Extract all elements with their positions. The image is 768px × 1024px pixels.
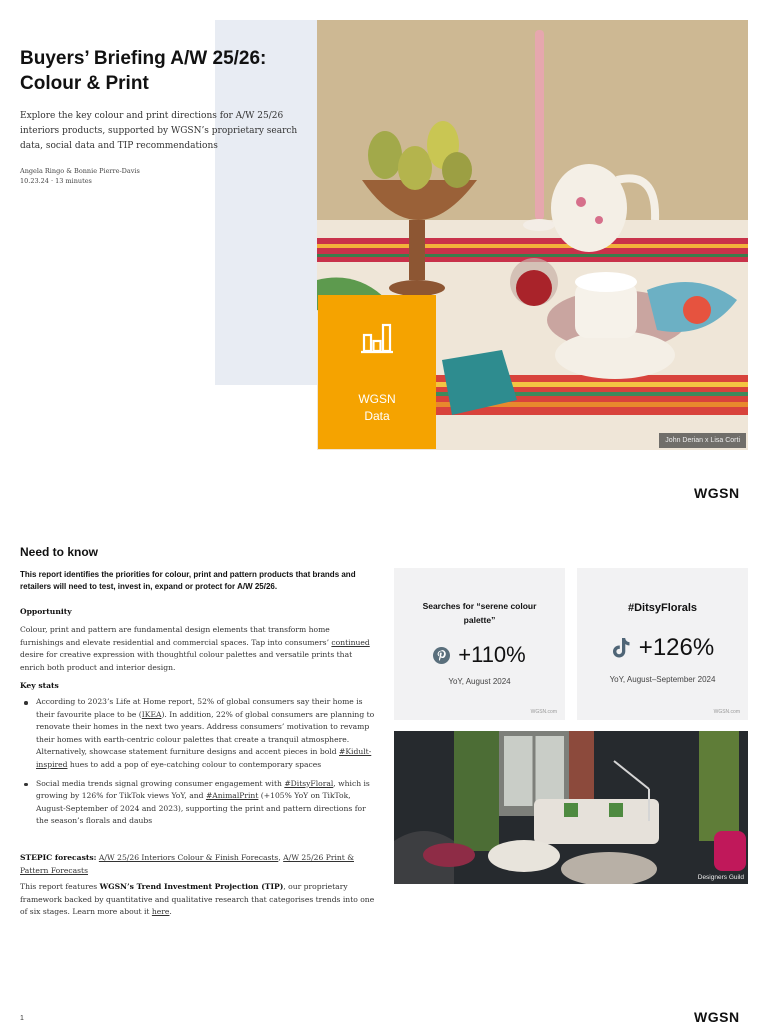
stat-value: +110% — [458, 642, 526, 667]
stat-period: YoY, August–September 2024 — [609, 675, 716, 684]
wgsn-logo: WGSN — [694, 485, 740, 501]
stat-title: Searches for “serene colour palette” — [422, 601, 537, 625]
colour-finish-forecast-link[interactable]: A/W 25/26 Interiors Colour & Finish Forecasts — [98, 853, 279, 862]
authors: Angela Ringo & Bonnie Pierre-Davis — [20, 167, 140, 175]
text-span: Colour, print and pattern are fundamental design elements that transform home furnishings and elevate residential and commercial spaces. Tap into consumers’ — [20, 625, 332, 647]
stat-card-pinterest — [394, 568, 565, 720]
text-span: , which is growing by 126% for TikTok views YoY, and — [36, 778, 370, 801]
text-span: ). In addition, 22% of global consumers are planning to renovate their homes in the next two years. Address consumers’ motivation to revamp their homes with earth-centric colour palettes that create a tranquil atmosphere. Alternatively, showcase statement furniture designs and accent pieces in bold — [36, 709, 375, 757]
section-heading: Need to know — [20, 545, 99, 559]
date-read-time: 10.23.24 · 13 minutes — [20, 177, 92, 185]
stat-source: WGSN.com — [713, 709, 740, 715]
lead-paragraph: This report identifies the priorities for colour, print and pattern products that brands and retailers will need to test, invest in, expand or protect for A/W 25/26. — [20, 570, 356, 591]
list-item — [20, 696, 375, 772]
stat-value: +126% — [638, 634, 715, 661]
title-line-2: Colour & Print — [20, 73, 149, 94]
opportunity-heading: Opportunity — [20, 607, 72, 616]
tile-label — [318, 391, 436, 425]
tile-label-line-2: Data — [364, 409, 390, 423]
text-span: desire for creative expression with thoughtful colour palettes and versatile prints that enrich both product and interior design. — [20, 650, 353, 672]
stat-period: YoY, August 2024 — [448, 677, 511, 686]
ditsyfloral-link[interactable]: #DitsyFloral — [284, 778, 334, 788]
tile-label-line-1: WGSN — [358, 392, 396, 406]
stat-source: WGSN.com — [530, 709, 557, 715]
stat-card-tiktok — [577, 568, 748, 720]
photo-credit: John Derian x Lisa Corti — [659, 433, 746, 448]
animalprint-link[interactable]: #AnimalPrint — [205, 791, 259, 801]
interior-photo — [394, 731, 748, 884]
text-span: This report features — [20, 882, 100, 891]
text-span: According to 2023’s Life at Home report, 52% of global consumers say their home is their favourite place to be ( — [36, 697, 363, 719]
title-line-1: Buyers’ Briefing A/W 25/26: — [20, 48, 267, 69]
text-span: Social media trends signal growing consumer engagement with — [36, 778, 285, 788]
text-span: (+105% YoY on TikTok, August-September of 2024 and 2023), supporting the print and pattern directions for the season’s florals and daubs — [36, 791, 366, 826]
page-title — [20, 46, 310, 96]
continued-link[interactable]: continued — [331, 637, 370, 647]
living-room-illustration — [394, 731, 748, 884]
stat-value-row — [577, 634, 748, 662]
photo-credit: Designers Guild — [697, 874, 744, 881]
tiktok-icon — [611, 637, 631, 659]
kidult-link[interactable]: #Kidult-inspired — [36, 747, 372, 769]
separator: , — [278, 853, 284, 862]
stepic-label: STEPIC forecasts: — [20, 853, 97, 862]
bar-chart-icon — [360, 321, 394, 355]
text-span: hues to add a pop of eye-catching colour to contemporary spaces — [67, 759, 322, 769]
wgsn-data-tile — [318, 295, 436, 449]
wgsn-logo-footer: WGSN — [694, 1009, 740, 1024]
pinterest-icon — [433, 647, 450, 664]
key-stats-heading: Key stats — [20, 681, 59, 690]
ikea-link[interactable]: IKEA — [141, 709, 162, 719]
intro-text: Explore the key colour and print directions for A/W 25/26 interiors products, supported by WGSN’s proprietary search data, social data and TIP recommendations — [20, 111, 298, 151]
stat-value-row — [394, 642, 565, 668]
tip-bold: WGSN’s Trend Investment Projection (TIP) — [99, 882, 284, 891]
stepic-forecasts — [20, 852, 375, 877]
byline — [20, 166, 140, 186]
text-span: , our proprietary framework backed by quantitative and qualitative research that categorises trends into one of six stages. Learn more about it — [20, 882, 375, 917]
stat-title: #DitsyFlorals — [627, 602, 698, 614]
key-stats-list — [20, 696, 375, 834]
opportunity-paragraph — [20, 624, 375, 674]
list-item — [20, 778, 375, 828]
text-span: . — [169, 907, 172, 917]
here-link[interactable]: here — [151, 907, 170, 917]
tip-paragraph — [20, 881, 375, 919]
print-pattern-forecast-link[interactable]: A/W 25/26 Print & Pattern Forecasts — [20, 853, 354, 875]
page-number: 1 — [20, 1015, 24, 1022]
